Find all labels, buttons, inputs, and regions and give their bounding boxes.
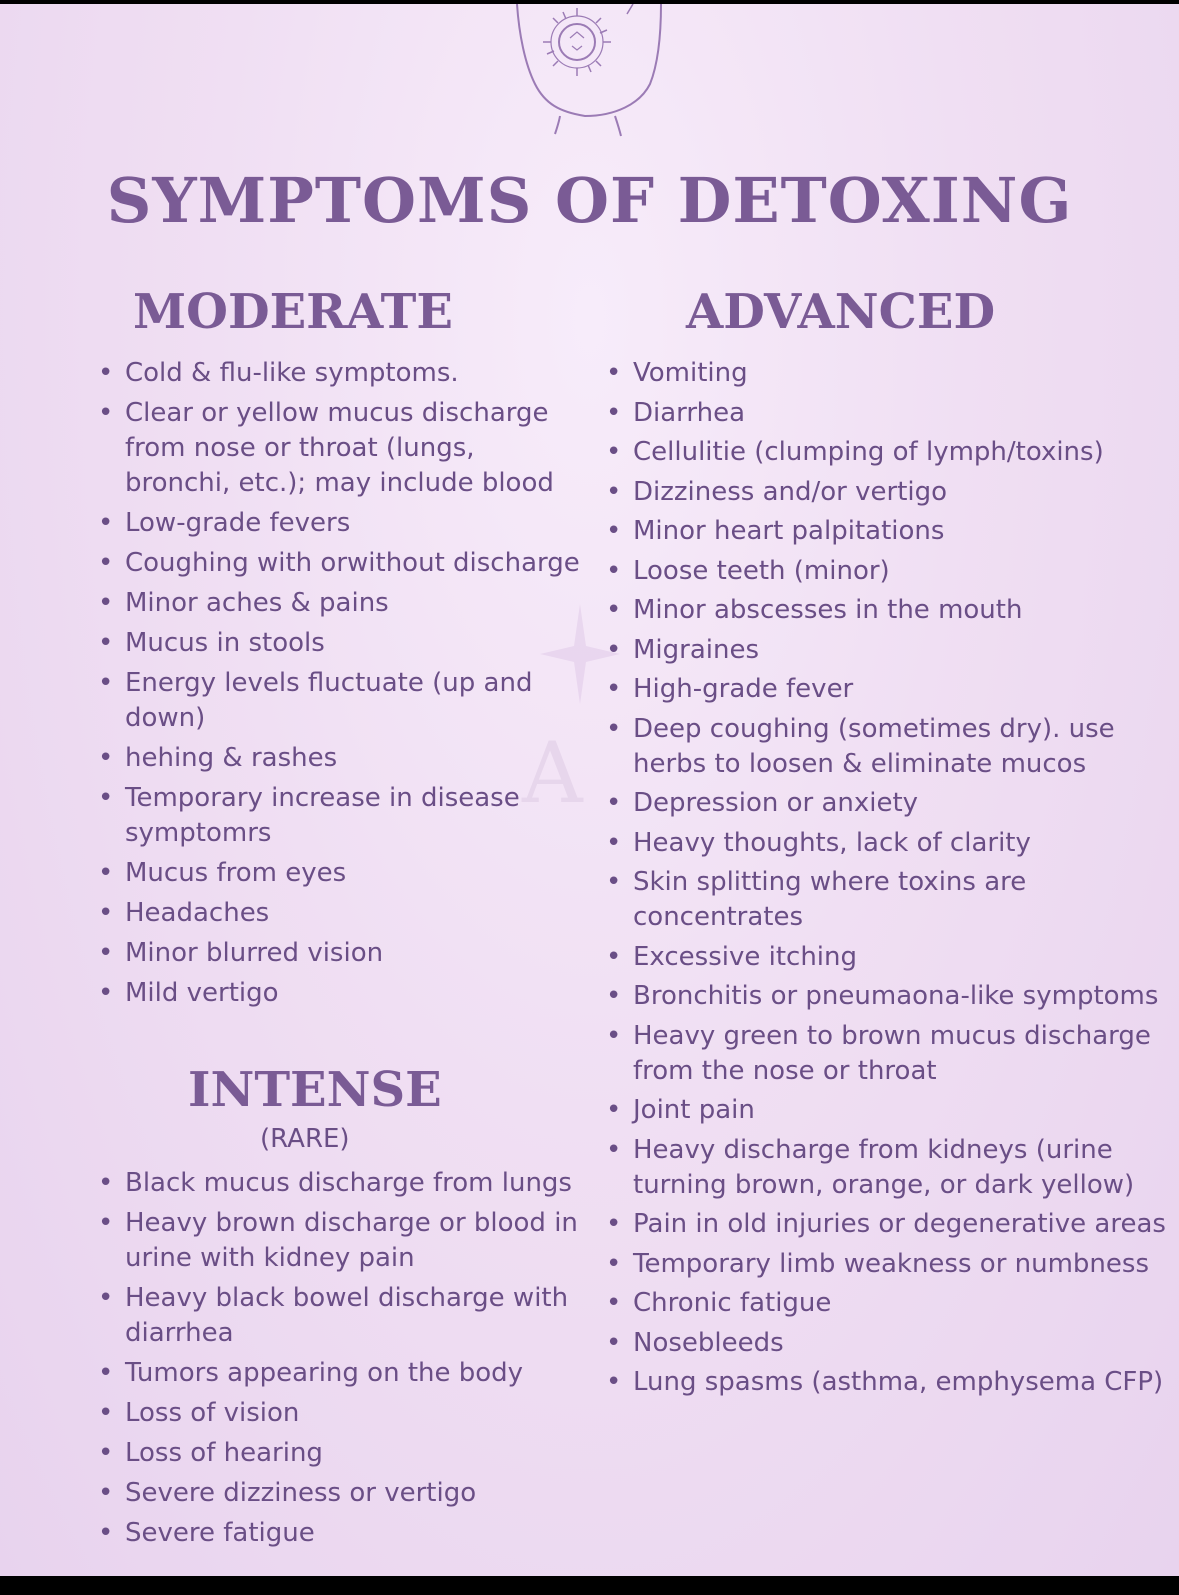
list-item: • Vomiting [606, 356, 1166, 391]
watermark: A [522, 724, 583, 822]
list-item: • Loose teeth (minor) [606, 554, 1166, 589]
list-item: • Minor aches & pains [98, 586, 588, 621]
list-item: • Lung spasms (asthma, emphysema CFP) [606, 1365, 1166, 1400]
moderate-list [98, 356, 588, 1016]
intense-heading: INTENSE [188, 1062, 442, 1118]
list-item: • Diarrhea [606, 396, 1166, 431]
list-item: • Temporary limb weakness or numbness [606, 1247, 1166, 1282]
list-item: • Minor abscesses in the mouth [606, 593, 1166, 628]
list-item: • Migraines [606, 633, 1166, 668]
list-item: • Deep coughing (sometimes dry). use herbs to loosen & eliminate mucos [606, 712, 1166, 782]
list-item: • Black mucus discharge from lungs [98, 1166, 588, 1201]
moderate-heading: MODERATE [133, 284, 453, 340]
list-item: • Skin splitting where toxins are concentrates [606, 865, 1166, 935]
list-item: • Heavy discharge from kidneys (urine turning brown, orange, or dark yellow) [606, 1133, 1166, 1203]
advanced-heading: ADVANCED [686, 284, 996, 340]
list-item: • Headaches [98, 896, 588, 931]
list-item: • Tumors appearing on the body [98, 1356, 588, 1391]
page-title: SYMPTOMS OF DETOXING [106, 164, 1073, 237]
list-item: • Bronchitis or pneumaona-like symptoms [606, 979, 1166, 1014]
list-item: • Mucus from eyes [98, 856, 588, 891]
list-item: • Joint pain [606, 1093, 1166, 1128]
list-item: • Cold & flu-like symptoms. [98, 356, 588, 391]
list-item: • Dizziness and/or vertigo [606, 475, 1166, 510]
list-item: • Heavy black bowel discharge with diarrhea [98, 1281, 588, 1351]
list-item: • Coughing with orwithout discharge [98, 546, 588, 581]
list-item: • Temporary increase in disease symptomrs [98, 781, 588, 851]
list-item: • Loss of vision [98, 1396, 588, 1431]
list-item: • Mucus in stools [98, 626, 588, 661]
list-item: • Heavy brown discharge or blood in urine with kidney pain [98, 1206, 588, 1276]
list-item: • Pain in old injuries or degenerative areas [606, 1207, 1166, 1242]
bottom-bar [0, 1576, 1179, 1595]
list-item: • Nosebleeds [606, 1326, 1166, 1361]
list-item: • Severe fatigue [98, 1516, 588, 1551]
list-item: • Low-grade fevers [98, 506, 588, 541]
intense-subheading: (RARE) [260, 1124, 350, 1154]
list-item: • Mild vertigo [98, 976, 588, 1011]
list-item: • Clear or yellow mucus discharge from nose or throat (lungs, bronchi, etc.); may include blood [98, 396, 588, 501]
list-item: • Loss of hearing [98, 1436, 588, 1471]
list-item: • Energy levels fluctuate (up and down) [98, 666, 588, 736]
list-item: • hehing & rashes [98, 741, 588, 776]
advanced-list [606, 356, 1166, 1405]
list-item: • Chronic fatigue [606, 1286, 1166, 1321]
list-item: • High-grade fever [606, 672, 1166, 707]
list-item: • Minor blurred vision [98, 936, 588, 971]
list-item: • Severe dizziness or vertigo [98, 1476, 588, 1511]
list-item: • Heavy green to brown mucus discharge from the nose or throat [606, 1019, 1166, 1089]
list-item: • Cellulitie (clumping of lymph/toxins) [606, 435, 1166, 470]
intense-list [98, 1166, 588, 1556]
sun-palm-emblem-icon [515, 4, 665, 139]
list-item: • Heavy thoughts, lack of clarity [606, 826, 1166, 861]
list-item: • Excessive itching [606, 940, 1166, 975]
list-item: • Minor heart palpitations [606, 514, 1166, 549]
poster [0, 4, 1179, 1576]
list-item: • Depression or anxiety [606, 786, 1166, 821]
